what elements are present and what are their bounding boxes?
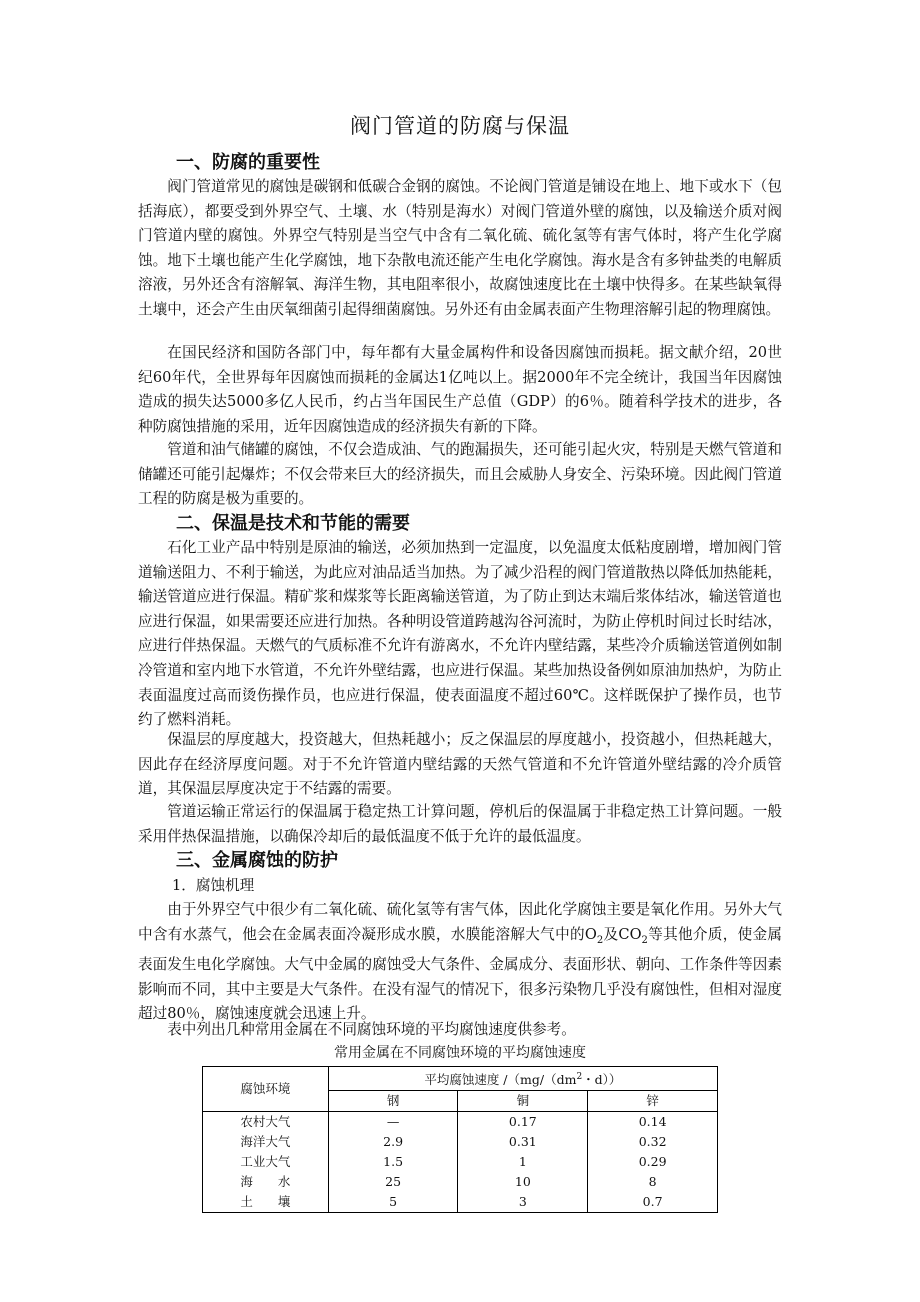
table-row xyxy=(203,1112,718,1133)
table-row xyxy=(203,1132,718,1152)
paragraph: 管道和油气储罐的腐蚀，不仅会造成油、气的跑漏损失，还可能引起火灾，特别是天燃气管道和储罐还可能引起爆炸；不仅会带来巨大的经济损失，而且会威胁人身安全、污染环境。因此阀门管道工程的防腐是极为重要的。 xyxy=(138,441,782,508)
table-cell: 0.17 xyxy=(458,1112,588,1133)
paragraph: 由于外界空气中很少有二氧化硫、硫化氢等有害气体，因此化学腐蚀主要是氧化作用。另外大气中含有水蒸气，他会在金属表面冷凝形成水膜，水膜能溶解大气中的$O_2$及$CO_2$等其他介质，使金属表面发生电化学腐蚀。大气中金属的腐蚀受大气条件、金属成分、表面形状、朝向、工作条件等因素影响而不同，其中主要是大气条件。在没有湿气的情况下，很多污染物几乎没有腐蚀性，但相对湿度超过80％，腐蚀速度就会迅速上升。 xyxy=(138,901,782,1023)
table-header-rate: 平均腐蚀速度 $/(mg/(dm^2$・d）） xyxy=(328,1067,717,1091)
table-row xyxy=(203,1192,718,1213)
table-cell-env: 工业大气 xyxy=(203,1152,329,1172)
paragraph: 表中列出几种常用金属在不同腐蚀环境的平均腐蚀速度供参考。 xyxy=(167,1021,576,1038)
table-cell-env: 农村大气 xyxy=(203,1112,329,1133)
page-title: 阀门管道的防腐与保温 xyxy=(350,114,570,138)
table-cell: 0.7 xyxy=(588,1192,718,1213)
table-cell-env: 海 水 xyxy=(203,1172,329,1192)
table-cell: 25 xyxy=(328,1172,458,1192)
paragraph: 石化工业产品中特别是原油的输送，必须加热到一定温度，以免温度太低粘度剧增，增加阀门管道输送阻力、不利于输送，为此应对油品适当加热。为了减少沿程的阀门管道散热以降低加热能耗，输送管道应进行保温。精矿浆和煤浆等长距离输送管道，为了防止到达末端后浆体结冰，输送管道也应进行保温，如果需要还应进行加热。各种明设管道跨越沟谷河流时，为防止停机时间过长时结冰，应进行伴热保温。天燃气的气质标准不允许有游离水，不允许内壁结露，某些冷介质输送管道例如制冷管道和室内地下水管道，不允许外壁结露，也应进行保温。某些加热设备例如原油加热炉，为防止表面温度过高而烫伤操作员，也应进行保温，使表面温度不超过60℃。这样既保护了操作员，也节约了燃料消耗。 xyxy=(138,539,782,729)
paragraph: 在国民经济和国防各部门中，每年都有大量金属构件和设备因腐蚀而损耗。据文献介绍，20世纪60年代，全世界每年因腐蚀而损耗的金属达1亿吨以上。据2000年不完全统计，我国当年因腐蚀造成的损失达5000多亿人民币，约占当年国民生产总值（GDP）的6％。随着科学技术的进步，各种防腐蚀措施的采用，近年因腐蚀造成的经济损失有新的下降。 xyxy=(138,344,782,435)
table-cell: 10 xyxy=(458,1172,588,1192)
table-cell: 3 xyxy=(458,1192,588,1213)
table-caption: 常用金属在不同腐蚀环境的平均腐蚀速度 xyxy=(334,1045,586,1061)
table-header-metal: 锌 xyxy=(588,1091,718,1112)
table-row xyxy=(203,1172,718,1192)
table-cell: 2.9 xyxy=(328,1132,458,1152)
table-cell-env: 海洋大气 xyxy=(203,1132,329,1152)
table-cell: — xyxy=(328,1112,458,1133)
table-cell: 0.14 xyxy=(588,1112,718,1133)
table-cell: 5 xyxy=(328,1192,458,1213)
table-header-metal: 铜 xyxy=(458,1091,588,1112)
table-cell: 1.5 xyxy=(328,1152,458,1172)
table-cell: 1 xyxy=(458,1152,588,1172)
paragraph: 阀门管道常见的腐蚀是碳钢和低碳合金钢的腐蚀。不论阀门管道是铺设在地上、地下或水下（包括海底），都要受到外界空气、土壤、水（特别是海水）对阀门管道外壁的腐蚀，以及输送介质对阀门管道内壁的腐蚀。外界空气特别是当空气中含有二氧化硫、硫化氢等有害气体时，将产生化学腐蚀。地下土壤也能产生化学腐蚀，地下杂散电流还能产生电化学腐蚀。海水是含有多钟盐类的电解质溶液，另外还含有溶解氧、海洋生物，其电阻率很小，故腐蚀速度比在土壤中快得多。在某些缺氧得土壤中，还会产生由厌氧细菌引起得细菌腐蚀。另外还有由金属表面产生物理溶解引起的物理腐蚀。 xyxy=(138,178,782,318)
table-cell: 0.29 xyxy=(588,1152,718,1172)
table-cell: 0.32 xyxy=(588,1132,718,1152)
section-heading-1: 一、防腐的重要性 xyxy=(176,152,320,173)
table-header-environment: 腐蚀环境 xyxy=(203,1067,329,1112)
table-cell: 0.31 xyxy=(458,1132,588,1152)
table-cell-env: 土 壤 xyxy=(203,1192,329,1213)
paragraph: 管道运输正常运行的保温属于稳定热工计算问题，停机后的保温属于非稳定热工计算问题。一般采用伴热保温措施，以确保冷却后的最低温度不低于允许的最低温度。 xyxy=(138,803,782,845)
table-row xyxy=(203,1152,718,1172)
section-heading-3: 三、金属腐蚀的防护 xyxy=(176,850,338,871)
subsection-title: 1．腐蚀机理 xyxy=(172,877,255,894)
table-cell: 8 xyxy=(588,1172,718,1192)
paragraph: 保温层的厚度越大，投资越大，但热耗越小；反之保温层的厚度越小，投资越小，但热耗越大，因此存在经济厚度问题。对于不允许管道内壁结露的天然气管道和不允许管道外壁结露的冷介质管道，其保温层厚度决定于不结露的需要。 xyxy=(138,731,782,798)
corrosion-rate-table xyxy=(202,1066,718,1213)
table-header-metal: 钢 xyxy=(328,1091,458,1112)
section-heading-2: 二、保温是技术和节能的需要 xyxy=(176,513,410,534)
